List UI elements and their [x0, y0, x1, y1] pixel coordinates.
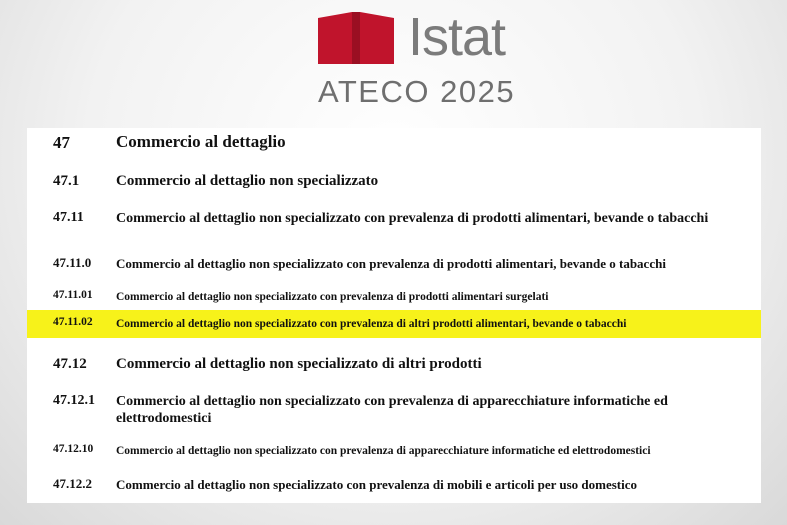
entry-code: 47.11.02 — [53, 316, 93, 328]
entry-row-47-12-1 — [27, 393, 761, 427]
entry-description: Commercio al dettaglio non specializzato con prevalenza di prodotti alimentari, bevande o tabacchi — [116, 211, 709, 226]
entry-row-47-11-02-highlighted — [27, 310, 761, 338]
entry-code: 47.12.2 — [53, 476, 92, 491]
entry-row-47-12-10 — [27, 443, 761, 459]
entry-row-47 — [27, 133, 761, 155]
istat-logo-icon — [316, 10, 398, 66]
entry-code: 47.11.01 — [53, 289, 93, 301]
entry-description: Commercio al dettaglio non specializzato di altri prodotti — [116, 356, 482, 372]
entry-code: 47.11 — [53, 210, 84, 225]
entry-code: 47.12 — [53, 356, 87, 372]
entry-row-47-12-2 — [27, 476, 761, 494]
classification-table — [27, 128, 761, 503]
entry-row-47-12 — [27, 356, 761, 376]
page-subtitle: ATECO 2025 — [318, 74, 516, 109]
header — [0, 0, 787, 125]
entry-description: Commercio al dettaglio — [116, 132, 286, 151]
entry-row-47-1 — [27, 173, 761, 193]
entry-code: 47.1 — [53, 173, 80, 189]
entry-code: 47.12.1 — [53, 393, 95, 408]
entry-row-47-11-0 — [27, 255, 761, 273]
entry-description: Commercio al dettaglio non specializzato — [116, 173, 379, 189]
entry-row-47-11-01 — [27, 289, 761, 305]
entry-description: Commercio al dettaglio non specializzato con prevalenza di prodotti alimentari surgelati — [116, 291, 549, 303]
brand-name: Istat — [408, 7, 506, 67]
entry-code: 47.11.0 — [53, 255, 92, 270]
entry-code: 47 — [53, 133, 70, 152]
entry-description: Commercio al dettaglio non specializzato con prevalenza di apparecchiature informatiche ed elettrodomestici — [116, 394, 668, 426]
entry-description: Commercio al dettaglio non specializzato con prevalenza di altri prodotti alimentari, bevande o tabacchi — [116, 318, 627, 330]
entry-description: Commercio al dettaglio non specializzato con prevalenza di apparecchiature informatiche ed elettrodomestici — [116, 445, 651, 457]
entry-description: Commercio al dettaglio non specializzato con prevalenza di mobili e articoli per uso domestico — [116, 477, 638, 492]
entry-code: 47.12.10 — [53, 443, 94, 455]
entry-description: Commercio al dettaglio non specializzato con prevalenza di prodotti alimentari, bevande o tabacchi — [116, 256, 666, 271]
entry-row-47-11 — [27, 210, 761, 244]
